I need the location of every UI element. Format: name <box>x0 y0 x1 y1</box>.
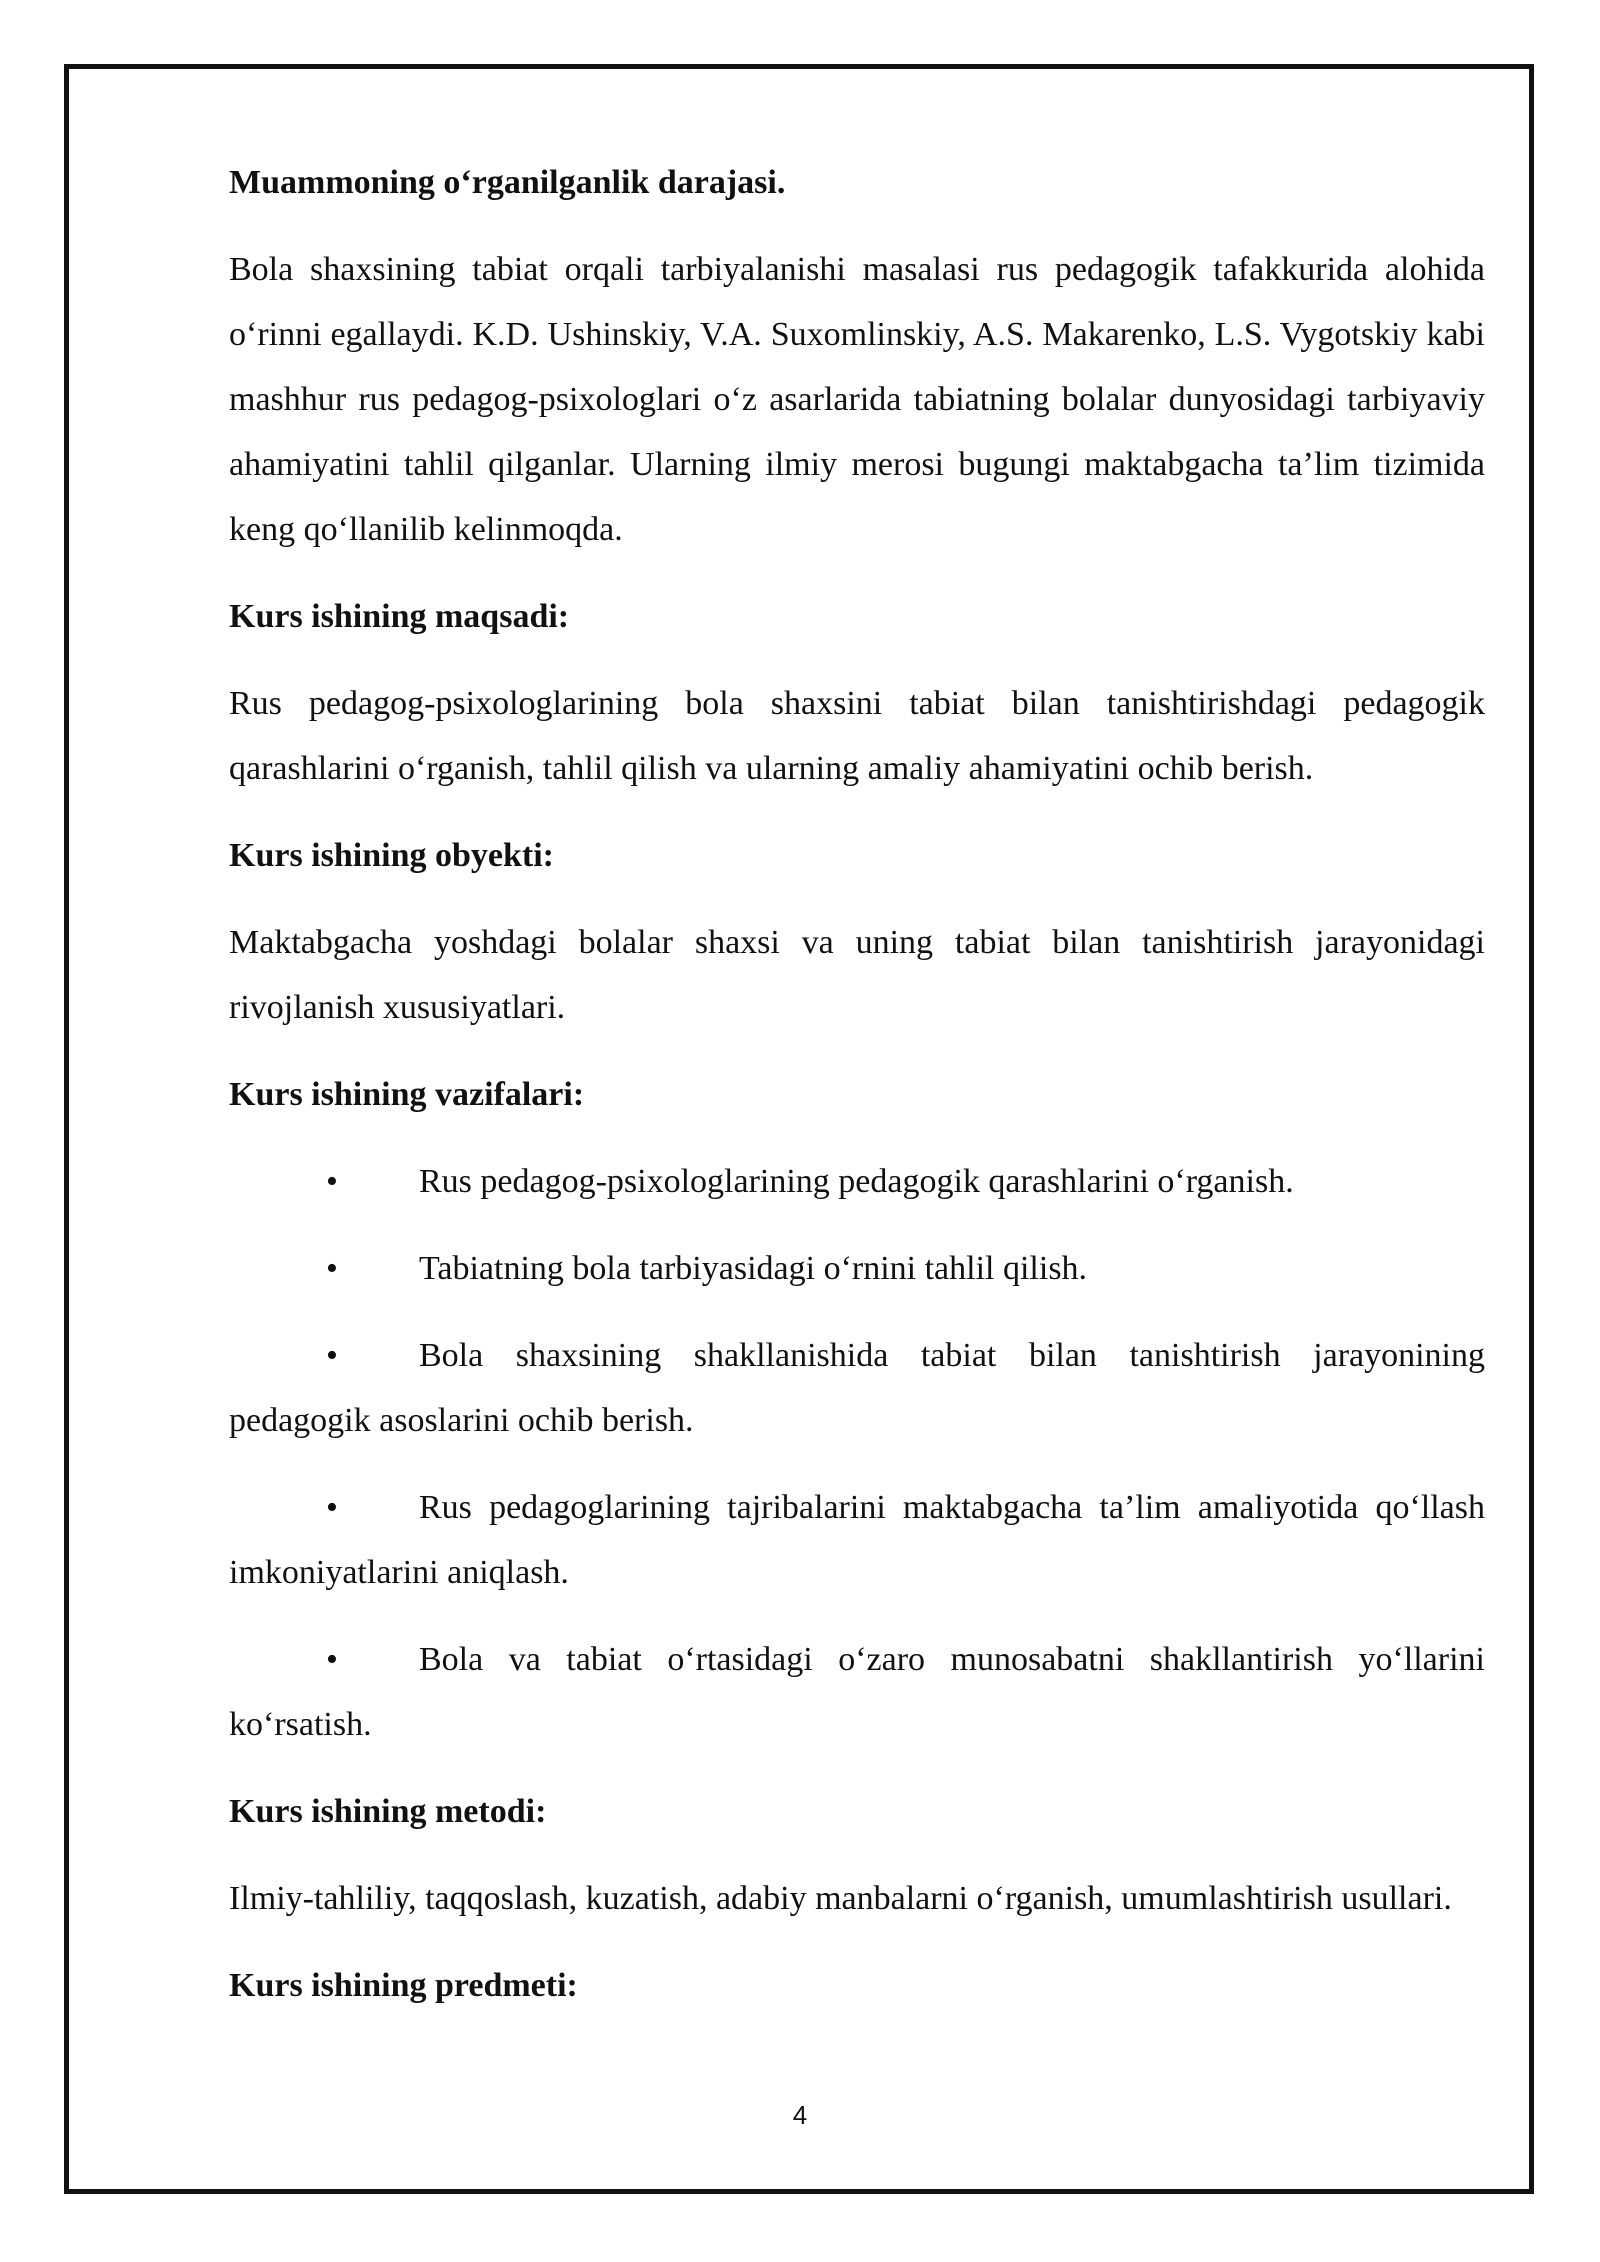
paragraph-object: Maktabgacha yoshdagi bolalar shaxsi va uning tabiat bilan tanishtirish jarayonidagi rivojlanish xususiyatlari. <box>229 924 1485 1026</box>
section-heading-study-level: Muammoning o‘rganilganlik darajasi. <box>229 164 786 201</box>
list-item <box>229 1323 1485 1453</box>
bullet-icon: • <box>326 1250 338 1287</box>
task-text-4: Rus pedagoglarining tajribalarini maktabgacha ta’lim amaliyotida qo‘llash imkoniyatlarini aniqlash. <box>229 1489 1485 1591</box>
task-text-3: Bola shaxsining shakllanishida tabiat bilan tanishtirish jarayonining pedagogik asoslarini ochib berish. <box>229 1337 1485 1439</box>
section-heading-goal: Kurs ishining maqsadi: <box>229 598 570 635</box>
bullet-icon: • <box>326 1641 338 1678</box>
list-item <box>229 1236 1485 1301</box>
list-item <box>229 1149 1485 1214</box>
tasks-list <box>229 1149 1485 1757</box>
section-heading-subject: Kurs ishining predmeti: <box>229 1967 578 2004</box>
paragraph-method: Ilmiy-tahliliy, taqqoslash, kuzatish, adabiy manbalarni o‘rganish, umumlashtirish usullari. <box>229 1880 1452 1917</box>
section-heading-object: Kurs ishining obyekti: <box>229 837 554 874</box>
bullet-icon: • <box>326 1337 338 1374</box>
section-heading-method: Kurs ishining metodi: <box>229 1793 547 1830</box>
bullet-icon: • <box>326 1489 338 1526</box>
task-text-1: Rus pedagog-psixologlarining pedagogik qarashlarini o‘rganish. <box>419 1163 1294 1200</box>
paragraph-study-level: Bola shaxsining tabiat orqali tarbiyalanishi masalasi rus pedagogik tafakkurida alohida o‘rinni egallaydi. K.D. Ushinskiy, V.A. Suxomlinskiy, A.S. Makarenko, L.S. Vygotskiy kabi mashhur rus pedagog-psixologlari o‘z asarlarida tabiatning bolalar dunyosidagi tarbiyaviy ahamiyatini tahlil qilganlar. Ularning ilmiy merosi bugungi maktabgacha ta’lim tizimida keng qo‘llanilib kelinmoqda. <box>229 251 1485 548</box>
page-number: 4 <box>792 2100 808 2130</box>
section-heading-tasks: Kurs ishining vazifalari: <box>229 1076 585 1113</box>
task-text-5: Bola va tabiat o‘rtasidagi o‘zaro munosabatni shakllantirish yo‘llarini ko‘rsatish. <box>229 1641 1485 1743</box>
page-content <box>229 150 1485 2040</box>
paragraph-goal: Rus pedagog-psixologlarining bola shaxsini tabiat bilan tanishtirishdagi pedagogik qarashlarini o‘rganish, tahlil qilish va ularning amaliy ahamiyatini ochib berish. <box>229 685 1485 787</box>
list-item <box>229 1475 1485 1605</box>
list-item <box>229 1627 1485 1757</box>
bullet-icon: • <box>326 1163 338 1200</box>
task-text-2: Tabiatning bola tarbiyasidagi o‘rnini tahlil qilish. <box>419 1250 1088 1287</box>
